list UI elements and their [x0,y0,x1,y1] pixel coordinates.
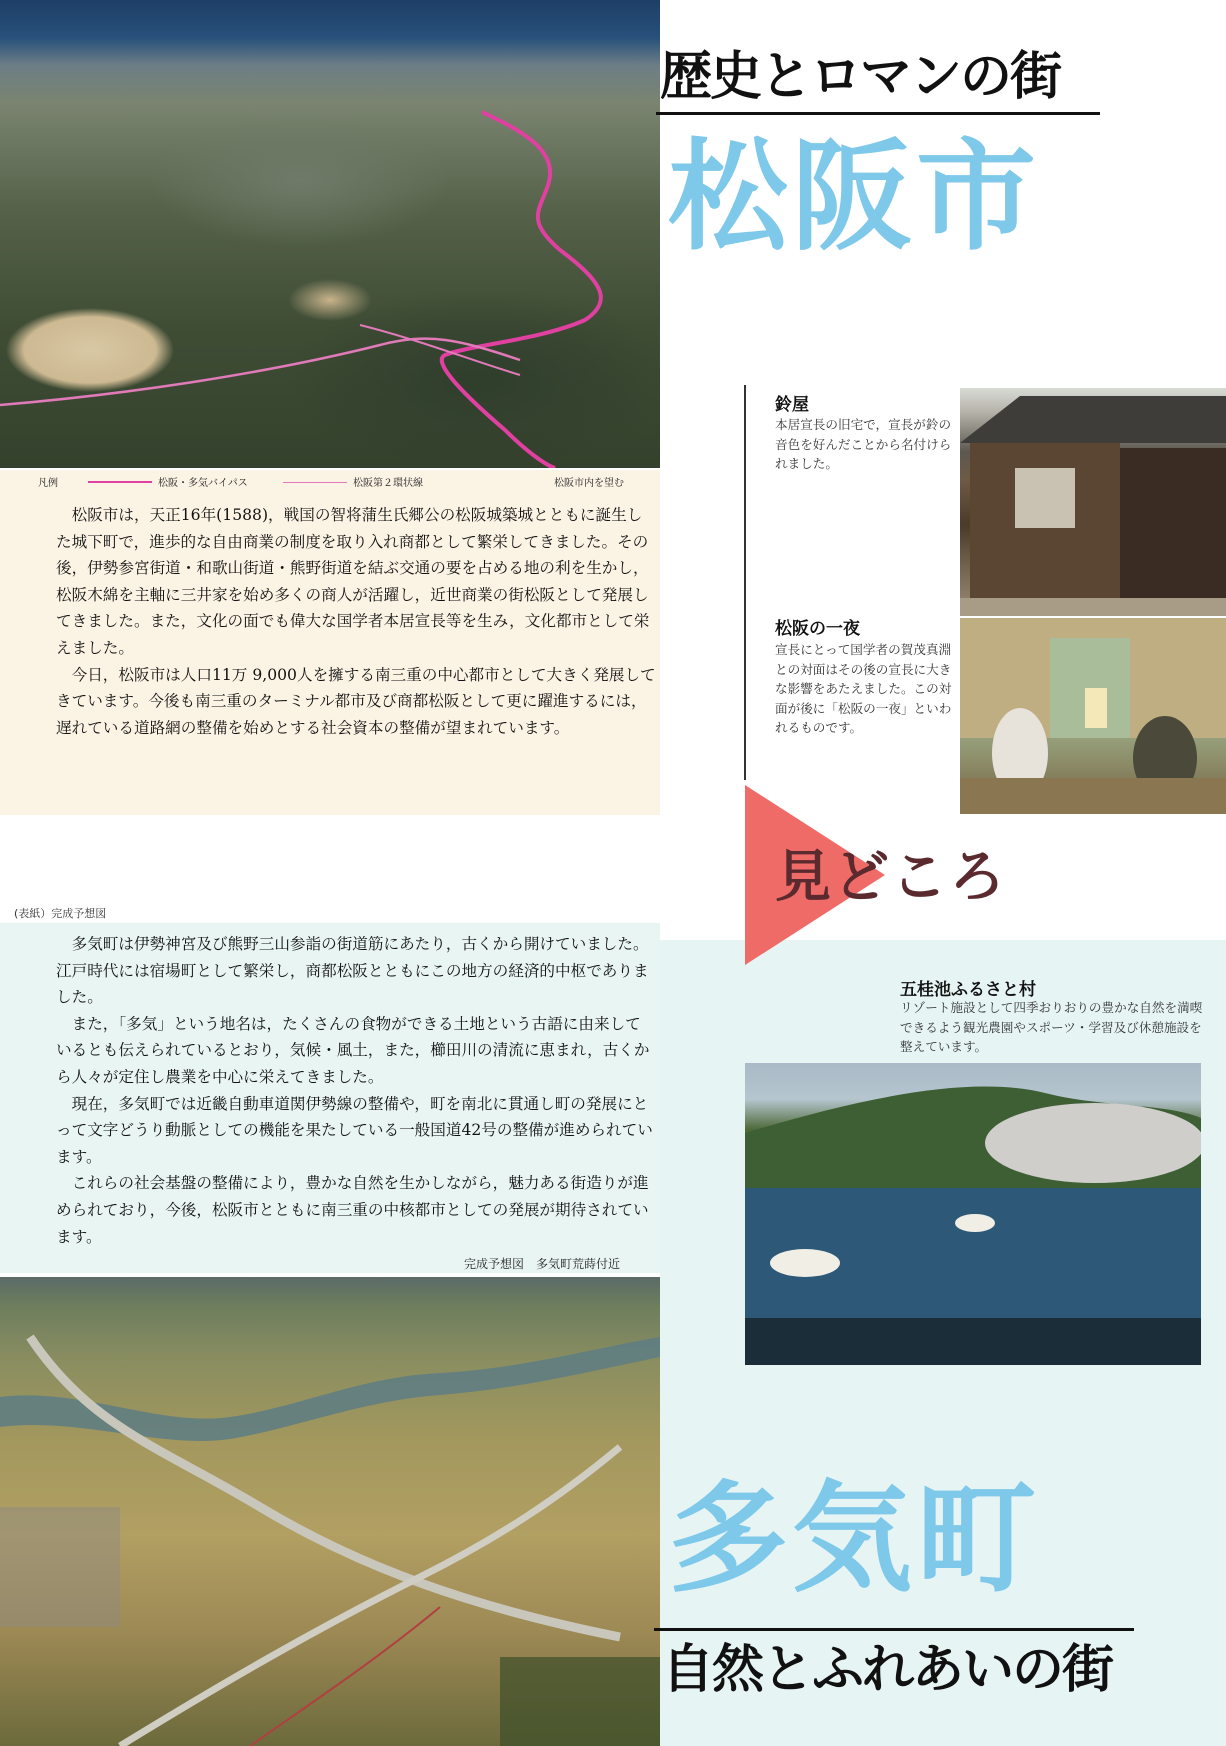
taki-tagline: 自然とふれあいの街 [662,1640,1113,1700]
suzunoya-photo [960,388,1226,616]
side-wall [1120,448,1226,598]
paragraph: 多気町は伊勢神宮及び熊野三山参詣の街道筋にあたり，古くから開けていました。江戸時代には宿場町として繁栄し，商都松阪とともにこの地方の経済的中枢でありました。 [56,935,649,1007]
photo-caption: 松阪市内を望む [554,478,624,489]
tagline-rule [654,1628,1134,1631]
legend-item-ring: 松阪第２環状線 [353,478,423,489]
cherry-blossoms [985,1103,1201,1183]
legend-label: 凡例 [38,478,58,489]
matsusaka-aerial-photo [0,0,660,468]
tagline-rule [656,112,1100,115]
sights-heading: 見どころ [775,845,1007,910]
meeting-illustration [960,618,1226,814]
matsusaka-tagline: 歴史とロマンの街 [660,47,1061,107]
floor [960,778,1226,814]
paragraph: また，「多気」という地名は，たくさんの食物ができる土地という古語に由来しているとも伝えられているとおり，気候・風土，また，櫛田川の清流に恵まれ，古くから人々が定住し農業を中心に栄えてきました。 [56,1014,650,1086]
railway [250,1607,440,1746]
taki-title: 多気町 [668,1470,1040,1609]
sights-divider [744,385,746,780]
house-illustration [960,388,1226,616]
matsusaka-title: 松阪市 [668,128,1040,267]
village-area [0,1507,120,1627]
ichiya-title: 松阪の一夜 [775,619,860,639]
legend-line-bypass [88,481,152,483]
bypass-route-line [442,112,601,468]
cover-caption: (表紙）完成予想図 [14,907,107,920]
taki-photo-caption: 完成予想図 多気町荒蒔付近 [464,1257,621,1271]
roof [960,396,1226,443]
gokei-title: 五桂池ふるさと村 [900,980,1036,1000]
river-shape [0,1337,660,1441]
forest-area [500,1657,660,1746]
map-legend [38,474,658,490]
ichiya-description: 宣長にとって国学者の賀茂真淵との対面はその後の宣長に大きな影響をあたえました。この対面が後に「松阪の一夜」といわれるものです。 [775,642,952,735]
gokei-pond-photo [745,1063,1201,1365]
paragraph: 松阪市は，天正16年(1588)，戦国の智将蒲生氏郷公の松阪城築城とともに誕生した城下町で，進歩的な自由商業の制度を取り入れ商都として繁栄してきました。その後，伊勢参宮街道・和歌山街道・熊野街道を結ぶ交通の要を占める地の利を生かし，松阪木綿を主軸に三井家を始め多くの商人が活躍し，近世商業の街松阪として発展してきました。また，文化の面でも偉大な国学者本居宣長等を生み，文化都市として栄えました。 [56,506,650,657]
pond-illustration [745,1063,1201,1365]
ichiya-photo [960,618,1226,814]
route-overlay [0,0,660,468]
gokei-description: リゾート施設として四季おりおりの豊かな自然を満喫できるよう観光農園やスポーツ・学習及び休憩施設を整えています。 [900,1000,1203,1054]
paragraph: 今日，松阪市は人口11万 9,000人を擁する南三重の中心都市として大きく発展してきています。今後も南三重のターミナル都市及び商都松阪として更に躍進するには，遅れている道路網の整備を始めとする社会資本の整備が望まれています。 [56,665,656,737]
shore [745,1318,1201,1365]
suzunoya-description: 本居宣長の旧宅で，宣長が鈴の音色を好んだことから名付けられました。 [775,417,952,471]
swan-boat-2 [955,1214,995,1232]
window [1015,468,1075,528]
taki-description [56,931,656,1250]
legend-line-ring [283,482,347,483]
suzunoya-title: 鈴屋 [775,395,809,415]
matsusaka-description [56,502,656,741]
ground [960,598,1226,616]
ring-road-line-2 [360,325,520,375]
paragraph: 現在，多気町では近畿自動車道関伊勢線の整備や，町を南北に貫通し町の発展にとって文字どうり動脈としての機能を果たしている一般国道42号の整備が進められています。 [56,1094,653,1166]
swan-boat-1 [770,1249,840,1277]
paragraph: これらの社会基盤の整備により，豊かな自然を生かしながら，魅力ある街造りが進められており，今後，松阪市とともに南三重の中核都市としての発展が期待されています。 [56,1174,649,1246]
taki-aerial-photo [0,1277,660,1746]
aerial-illustration [0,1277,660,1746]
legend-item-bypass: 松阪・多気バイパス [158,478,248,489]
lantern [1085,688,1107,728]
